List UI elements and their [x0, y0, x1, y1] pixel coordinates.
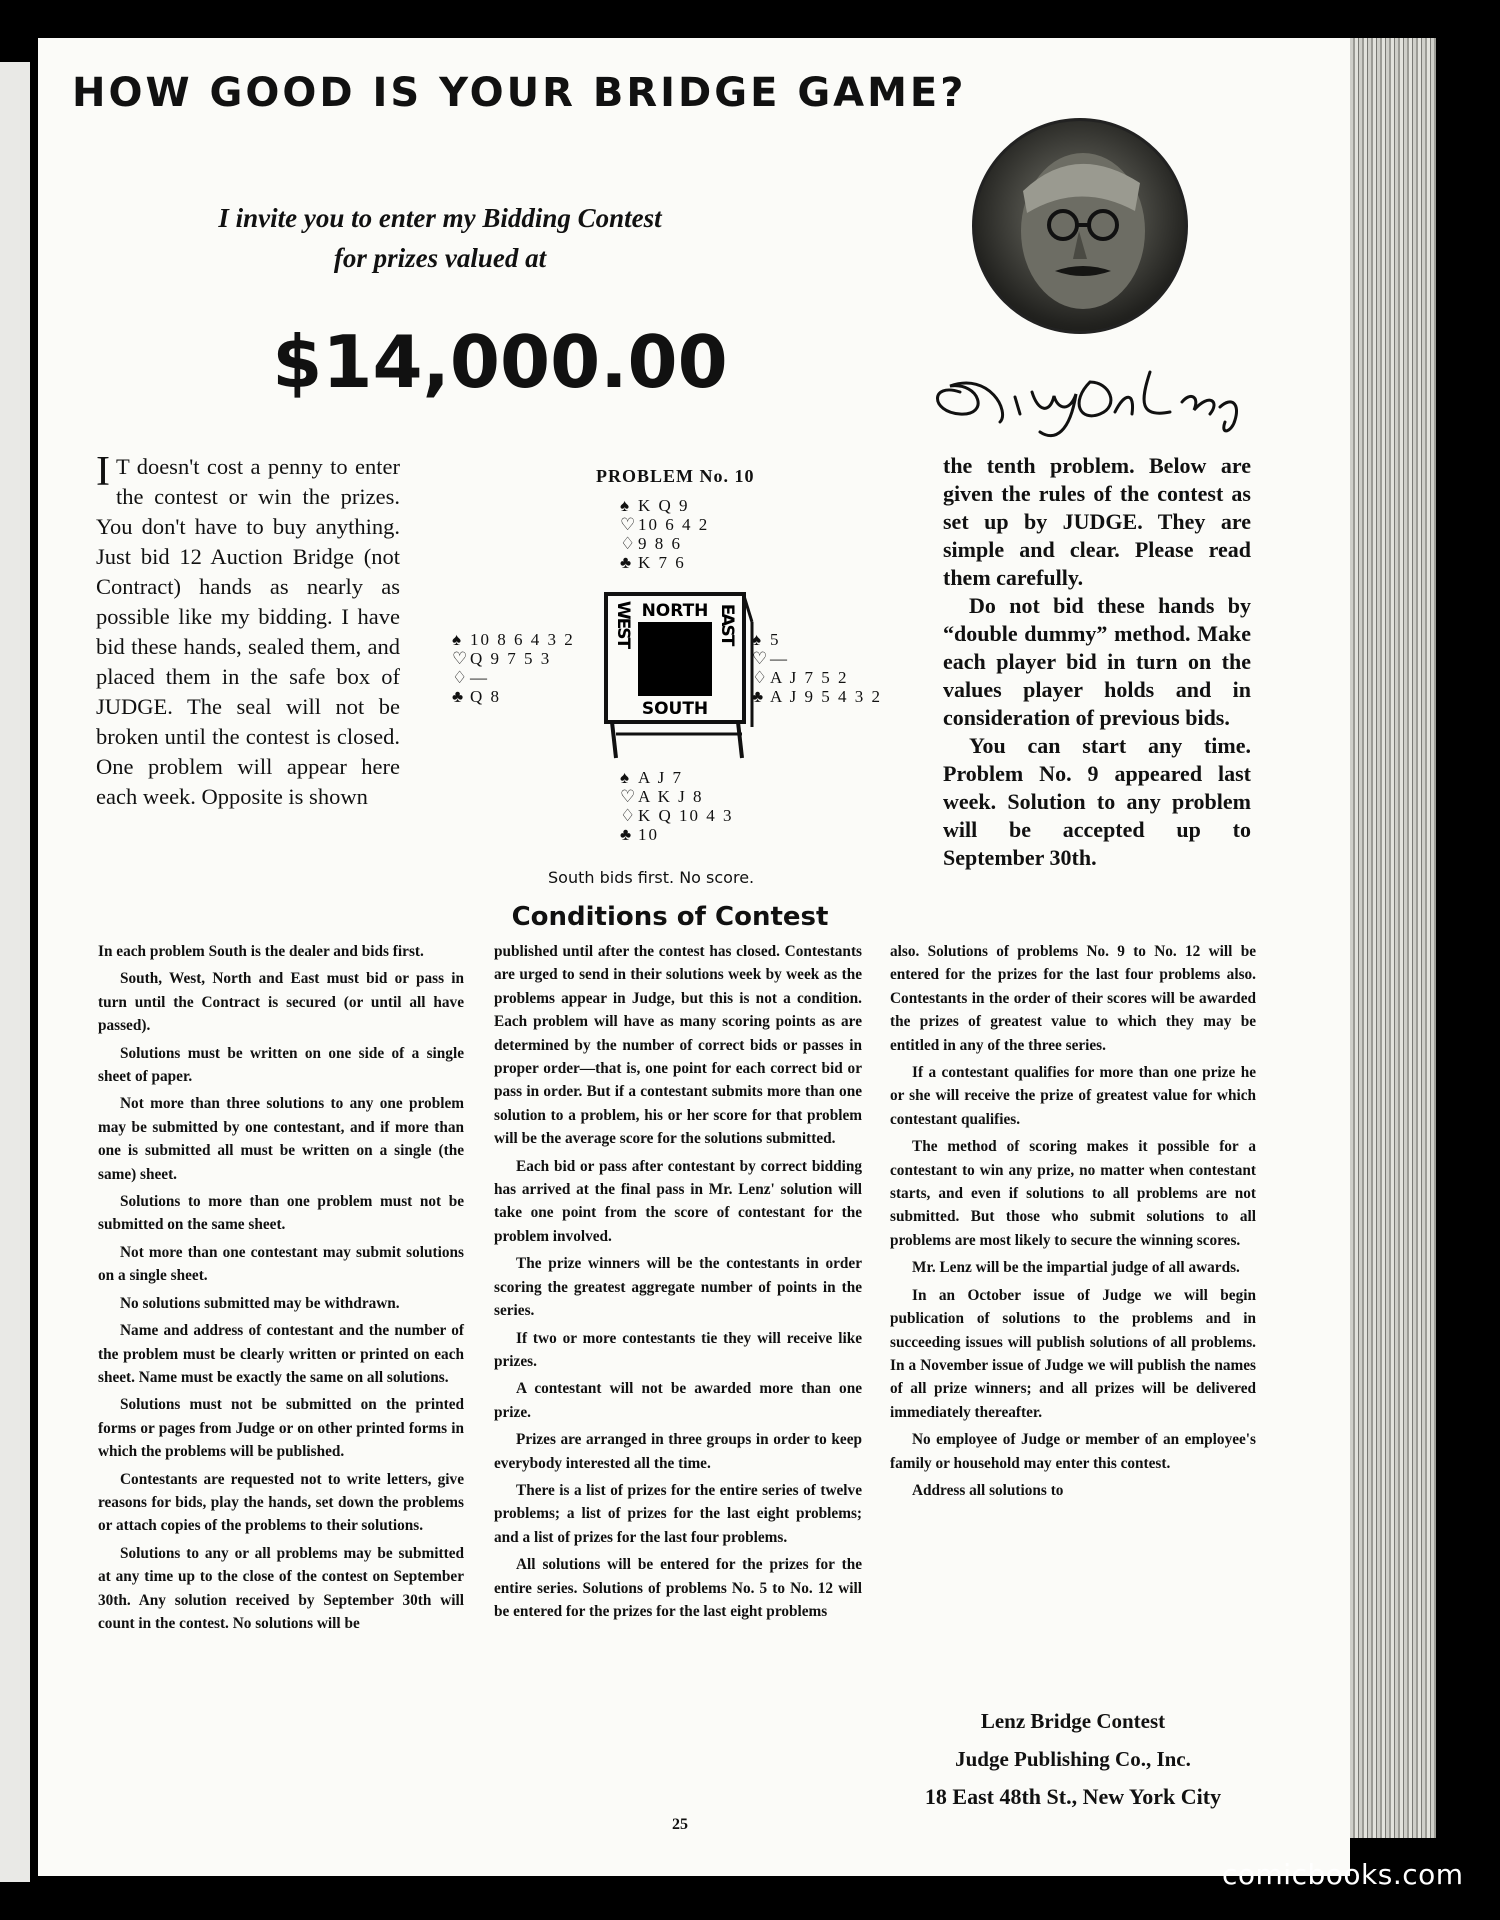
rule-paragraph: Contestants are requested not to write letters, give reasons for bids, play the hands, set down the problems or attach copies of the problems to their solutions.: [98, 1470, 464, 1535]
rule-paragraph: A contestant will not be awarded more than one prize.: [494, 1380, 862, 1421]
east-hearts: [752, 649, 882, 668]
rule-paragraph: There is a list of prizes for the entire series of twelve problems; a list of prizes for the last eight problems; and a list of prizes for the last four problems.: [494, 1481, 862, 1546]
previous-page-edge: [0, 62, 30, 1882]
west-diamonds: [452, 668, 575, 687]
rules-intro: [943, 452, 1251, 872]
invite-text: [180, 198, 700, 278]
east-label: EAST: [717, 603, 737, 645]
rule-paragraph: The prize winners will be the contestants in order scoring the greatest aggregate number of points in the series.: [494, 1255, 862, 1320]
headline: HOW GOOD IS YOUR BRIDGE GAME?: [72, 70, 967, 116]
watermark: comicbooks.com: [1222, 1858, 1464, 1891]
rule-paragraph: No solutions submitted may be withdrawn.: [120, 1294, 400, 1312]
heart-icon: ♡: [620, 515, 636, 534]
rule-paragraph: Solutions to more than one problem must not be submitted on the same sheet.: [98, 1193, 464, 1234]
heart-icon: ♡: [620, 787, 636, 806]
east-diamonds: [752, 668, 882, 687]
east-spades: [752, 630, 882, 649]
club-icon: ♣: [620, 553, 632, 572]
rule-paragraph: In each problem South is the dealer and bids first.: [98, 943, 424, 960]
rule-paragraph: In an October issue of Judge we will begin publication of solutions to the problems and in succeeding issues will publish solutions of all problems. In a November issue of Judge we will publish the names of all prize winners; and all prizes will be delivered immediately thereafter.: [890, 1286, 1256, 1421]
spade-icon: ♠: [620, 496, 630, 515]
problem-title: PROBLEM No. 10: [596, 466, 755, 486]
rule-paragraph: Each bid or pass after contestant by correct bidding has arrived at the final pass in Mr. Lenz' solution will take one point from the score of contestant for the problem involved.: [494, 1157, 862, 1245]
south-label: SOUTH: [641, 699, 709, 719]
club-icon: ♣: [452, 687, 464, 706]
card-values: Q 8: [470, 687, 502, 706]
portrait-photo: [972, 118, 1188, 334]
south-hearts: [620, 787, 734, 806]
west-clubs: [452, 687, 575, 706]
rule-paragraph: Prizes are arranged in three groups in order to keep everybody interested all the time.: [494, 1431, 862, 1472]
rule-paragraph: All solutions will be entered for the prizes for the entire series. Solutions of problems No. 5 to No. 12 will be entered for the prizes for the last eight problems: [494, 1556, 862, 1620]
rule-paragraph: also. Solutions of problems No. 9 to No. 12 will be entered for the prizes for the last four problems also. Contestants in the order of their scores will be awarded the prizes of greatest value to which they may be entitled in any of the three series.: [890, 943, 1256, 1054]
north-hearts: [620, 515, 709, 534]
spade-icon: ♠: [452, 630, 462, 649]
diamond-icon: ♢: [620, 534, 636, 553]
north-clubs: [620, 553, 709, 572]
book-page-edges: [1350, 38, 1436, 1838]
card-values: 10: [638, 825, 659, 844]
west-spades: [452, 630, 575, 649]
north-spades: [620, 496, 709, 515]
card-values: K Q 10 4 3: [638, 806, 734, 825]
east-hand: [752, 630, 882, 706]
card-values: 5: [770, 630, 781, 649]
card-values: —: [770, 649, 789, 668]
rule-paragraph: The method of scoring makes it possible for a contestant to win any prize, no matter when contestant starts, and even if solutions to all problems are not submitted. But those who submit solutions to all problems are most likely to secure the winning scores.: [890, 1138, 1256, 1249]
heart-icon: ♡: [452, 649, 468, 668]
card-values: —: [470, 668, 489, 687]
drop-cap: I: [96, 449, 110, 495]
rules-intro-paragraph: the tenth problem. Below are given the rules of the contest as set up by JUDGE. They are simple and clear. Please read them carefully.: [943, 453, 1251, 590]
south-clubs: [620, 825, 734, 844]
address-line: Lenz Bridge Contest: [980, 1709, 1166, 1733]
card-values: 10 8 6 4 3 2: [470, 630, 575, 649]
north-label: NORTH: [641, 601, 709, 621]
intro-text: T doesn't cost a penny to enter the contest or win the prizes. You don't have to buy anything. Just bid 12 Auction Bridge (not Contract) hands as nearly as possible like my bidding. I have bid these hands, sealed them, and placed them in the safe box of JUDGE. The seal will not be broken until the contest is closed. One problem will appear here each week. Opposite is shown: [96, 454, 400, 809]
diamond-icon: ♢: [620, 806, 636, 825]
rule-paragraph: Solutions to any or all problems may be submitted at any time up to the close of the contest on September 30th. Any solution received by September 30th will count in the contest. No solutions will be: [98, 1544, 464, 1632]
rule-paragraph: Solutions must not be submitted on the printed forms or pages from Judge or on other printed forms in which the problems will be published.: [98, 1396, 464, 1461]
invite-line-1: I invite you to enter my Bidding Contest: [218, 203, 662, 233]
rule-paragraph: Not more than three solutions to any one problem may be submitted by one contestant, and if more than one is submitted all must be written on a single (the same) sheet.: [98, 1095, 464, 1183]
rule-paragraph: If a contestant qualifies for more than one prize he or she will receive the prize of greatest value for which contestant qualifies.: [890, 1064, 1256, 1128]
prize-amount: $14,000.00: [272, 320, 728, 404]
south-spades: [620, 768, 734, 787]
card-values: A J 7: [638, 768, 683, 787]
rule-paragraph: published until after the contest has closed. Contestants are urged to send in their solutions week by week as the problems appear in Judge, but this is not a condition. Each problem will have as many scoring points as are determined by the number of correct bids or passes in proper order—that is, one point for each correct bid or pass in order. But if a contestant submits more than one solution to a problem, his or her score for that problem will be the average score for the solutions submitted.: [494, 943, 862, 1148]
card-values: A J 9 5 4 3 2: [770, 687, 882, 706]
club-icon: ♣: [752, 687, 764, 706]
conditions-title: Conditions of Contest: [511, 902, 829, 932]
address-line: Judge Publishing Co., Inc.: [955, 1747, 1191, 1771]
address-line: 18 East 48th St., New York City: [924, 1784, 1222, 1809]
rule-paragraph: Solutions must be written on one side of a single sheet of paper.: [98, 1044, 464, 1086]
heart-icon: ♡: [752, 649, 768, 668]
rule-paragraph: Name and address of contestant and the number of the problem must be clearly written or printed on each sheet. Name must be exactly the same on all solutions.: [98, 1322, 464, 1386]
card-values: 9 8 6: [638, 534, 682, 553]
diamond-icon: ♢: [452, 668, 468, 687]
west-label: WEST: [613, 600, 633, 648]
spade-icon: ♠: [620, 768, 630, 787]
south-diamonds: [620, 806, 734, 825]
east-clubs: [752, 687, 882, 706]
rule-paragraph: Address all solutions to: [912, 1481, 1064, 1499]
invite-line-2: for prizes valued at: [333, 243, 547, 273]
rule-paragraph: If two or more contestants tie they will receive like prizes.: [494, 1329, 862, 1370]
rules-column-1: [98, 940, 464, 1639]
rules-intro-paragraph: You can start any time. Problem No. 9 appeared last week. Solution to any problem will be accepted up to September 30th.: [943, 733, 1251, 870]
west-hand: [452, 630, 575, 706]
card-values: A K J 8: [638, 787, 704, 806]
rules-column-3: [890, 940, 1256, 1506]
page-number: 25: [672, 1816, 688, 1833]
card-values: A J 7 5 2: [770, 668, 849, 687]
card-values: Q 9 7 5 3: [470, 649, 552, 668]
west-hearts: [452, 649, 575, 668]
rule-paragraph: South, West, North and East must bid or pass in turn until the Contract is secured (or until all have passed).: [98, 970, 464, 1035]
north-diamonds: [620, 534, 709, 553]
bridge-table-diagram: [604, 592, 754, 760]
north-hand: [620, 496, 709, 572]
card-values: K 7 6: [638, 553, 686, 572]
rule-paragraph: Not more than one contestant may submit solutions on a single sheet.: [98, 1243, 464, 1285]
south-hand: [620, 768, 734, 844]
diamond-icon: ♢: [752, 668, 768, 687]
signature: [920, 352, 1260, 444]
card-values: K Q 9: [638, 496, 690, 515]
club-icon: ♣: [620, 825, 632, 844]
intro-paragraph: [96, 449, 400, 812]
rule-paragraph: Mr. Lenz will be the impartial judge of all awards.: [912, 1259, 1240, 1277]
mailing-address: [890, 1702, 1256, 1816]
spade-icon: ♠: [752, 630, 762, 649]
rule-paragraph: No employee of Judge or member of an employee's family or household may enter this contest.: [890, 1431, 1256, 1472]
portrait-face-icon: [975, 121, 1185, 331]
rules-intro-paragraph: Do not bid these hands by “double dummy” method. Make each player bid in turn on the values player holds and in consideration of previous bids.: [943, 593, 1251, 730]
card-values: 10 6 4 2: [638, 515, 710, 534]
problem-caption: South bids first. No score.: [548, 868, 755, 887]
rules-column-2: [494, 940, 862, 1627]
